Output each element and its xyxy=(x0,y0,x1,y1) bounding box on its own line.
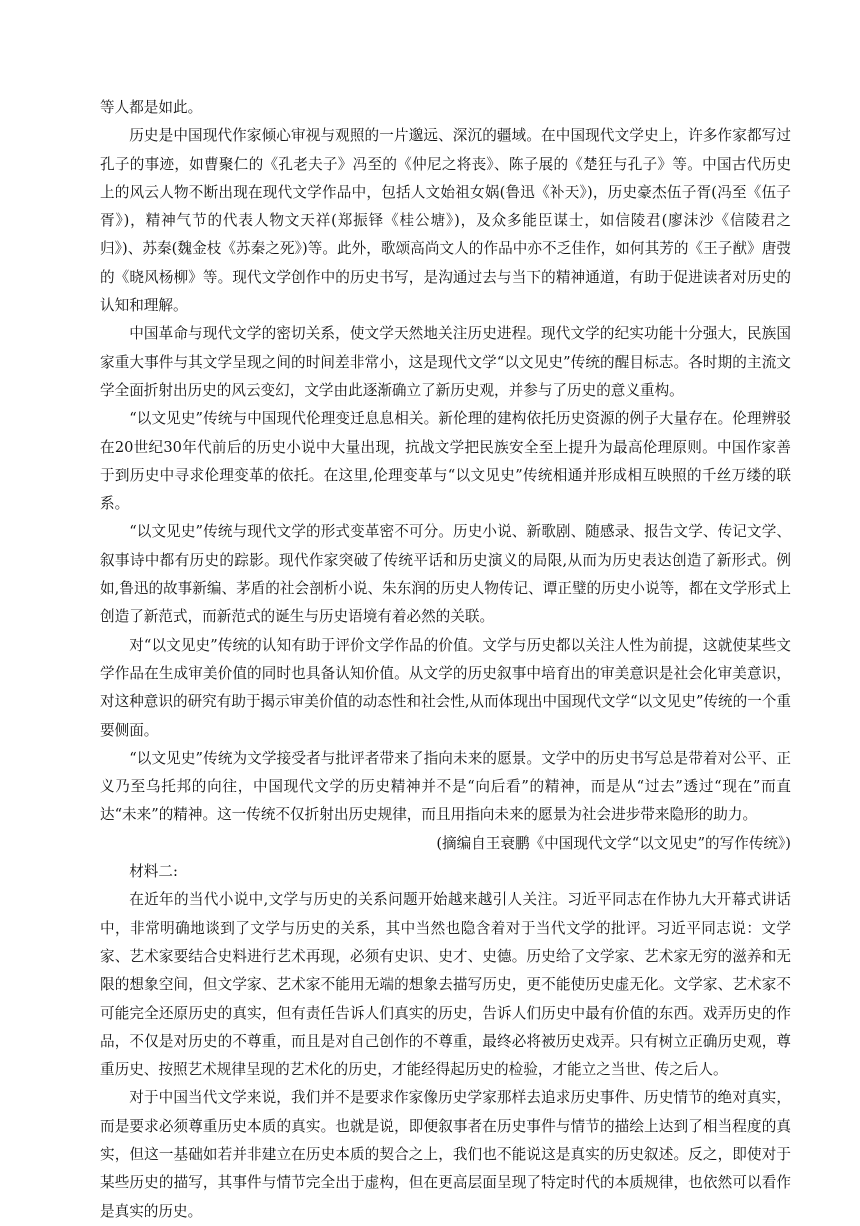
document-page xyxy=(100,94,791,1226)
source-citation: (摘编自王衰鹏《中国现代文学“以文见史”的写作传统》) xyxy=(436,834,791,852)
paragraph-form-change: “以文见史”传统与现代文学的形式变革密不可分。历史小说、新歌剧、随感录、报告文学、传记文学、叙事诗中都有历史的踪影。现代作家突破了传统平话和历史演义的局限,从而为历史表达创造了新形式。例如,鲁迅的故事新编、茅盾的社会剖析小说、朱东润的历史人物传记、谭正璧的历史小说等，都在文学形式上创造了新范式，而新范式的诞生与历史语境有着必然的关联。 xyxy=(100,523,791,626)
paragraph-literature-history-relation: 在近年的当代小说中,文学与历史的关系问题开始越来越引人关注。习近平同志在作协九大开幕式讲话中，非常明确地谈到了文学与历史的关系，其中当然也隐含着对于当代文学的批评。习近平同志说：文学家、艺术家要结合史料进行艺术再现，必须有史识、史才、史德。历史给了文学家、艺术家无穷的滋养和无限的想象空间，但文学家、艺术家不能用无端的想象去描写历史，更不能使历史虚无化。文学家、艺术家不可能完全还原历史的真实，但有责任告诉人们真实的历史，告诉人们历史中最有价值的东西。戏弄历史的作品，不仅是对历史的不尊重，而且是对自己创作的不尊重，最终必将被历史戏弄。只有树立正确历史观，尊重历史、按照艺术规律呈现的艺术化的历史，才能经得起历史的检验，才能立之当世、传之后人。 xyxy=(100,891,791,1079)
paragraph-revolution-literature: 中国革命与现代文学的密切关系，使文学天然地关注历史进程。现代文学的纪实功能十分强大，民族国家重大事件与其文学呈现之间的时间差非常小，这是现代文学“以文见史”传统的醒目标志。各时期的主流文学全面折射出历史的风云变幻，文学由此逐渐确立了新历史观，并参与了历史的意义重构。 xyxy=(100,325,791,399)
paragraph-continuation: 等人都是如此。 xyxy=(100,99,203,116)
paragraph-historical-truth: 对于中国当代文学来说，我们并不是要求作家像历史学家那样去追求历史事件、历史情节的绝对真实，而是要求必须尊重历史本质的真实。也就是说，即便叙事者在历史事件与情节的描绘上达到了相当程度的真实，但这一基础如若并非建立在历史本质的契合之上，我们也不能说这是真实的历史叙述。反之，即使对于某些历史的描写，其事件与情节完全出于虚构，但在更高层面呈现了特定时代的本质规律，也依然可以看作是真实的历史。 xyxy=(100,1089,791,1220)
material-two-heading: 材料二: xyxy=(129,863,178,881)
paragraph-history-domain: 历史是中国现代作家倾心审视与观照的一片邈远、深沉的疆域。在中国现代文学史上，许多作家都写过孔子的事迹，如曹聚仁的《孔老夫子》冯至的《仲尼之将丧》、陈子展的《楚狂与孔子》等。中国古代历史上的风云人物不断出现在现代文学作品中，包括人文始祖女娲(鲁迅《补天》)，历史豪杰伍子胥(冯至《伍子胥》)，精神气节的代表人物文天祥(郑振铎《桂公塘》)，及众多能臣谋士，如信陵君(廖沫沙《信陵君之归》)、苏秦(魏金枝《苏秦之死》)等。此外，歌颂高尚文人的作品中亦不乏佳作，如何其芳的《王子猷》唐弢的《晓风杨柳》等。现代文学创作中的历史书写，是沟通过去与当下的精神通道，有助于促进读者对历史的认知和理解。 xyxy=(100,127,791,315)
paragraph-value-evaluation: 对“以文见史”传统的认知有助于评价文学作品的价值。文学与历史都以关注人性为前提，这就使某些文学作品在生成审美价值的同时也具备认知价值。从文学的历史叙事中培育出的审美意识是社会化审美意识，对这种意识的研究有助于揭示审美价值的动态性和社会性,从而体现出中国现代文学“以文见史”传统的一个重要侧面。 xyxy=(100,636,791,739)
paragraph-future-vision: “以文见史”传统为文学接受者与批评者带来了指向未来的愿景。文学中的历史书写总是带着对公平、正义乃至乌托邦的向往，中国现代文学的历史精神并不是“向后看”的精神，而是从“过去”透过“现在”而直达“未来”的精神。这一传统不仅折射出历史规律，而且用指向未来的愿景为社会进步带来隐形的助力。 xyxy=(100,749,791,824)
paragraph-ethics: “以文见史”传统与中国现代伦理变迁息息相关。新伦理的建构依托历史资源的例子大量存在。伦理辨驳在20世纪30年代前后的历史小说中大量出现，抗战文学把民族安全至上提升为最高伦理原则。中国作家善于到历史中寻求伦理变革的依托。在这里,伦理变革与“以文见史”传统相通并形成相互映照的千丝万缕的联系。 xyxy=(100,410,791,513)
